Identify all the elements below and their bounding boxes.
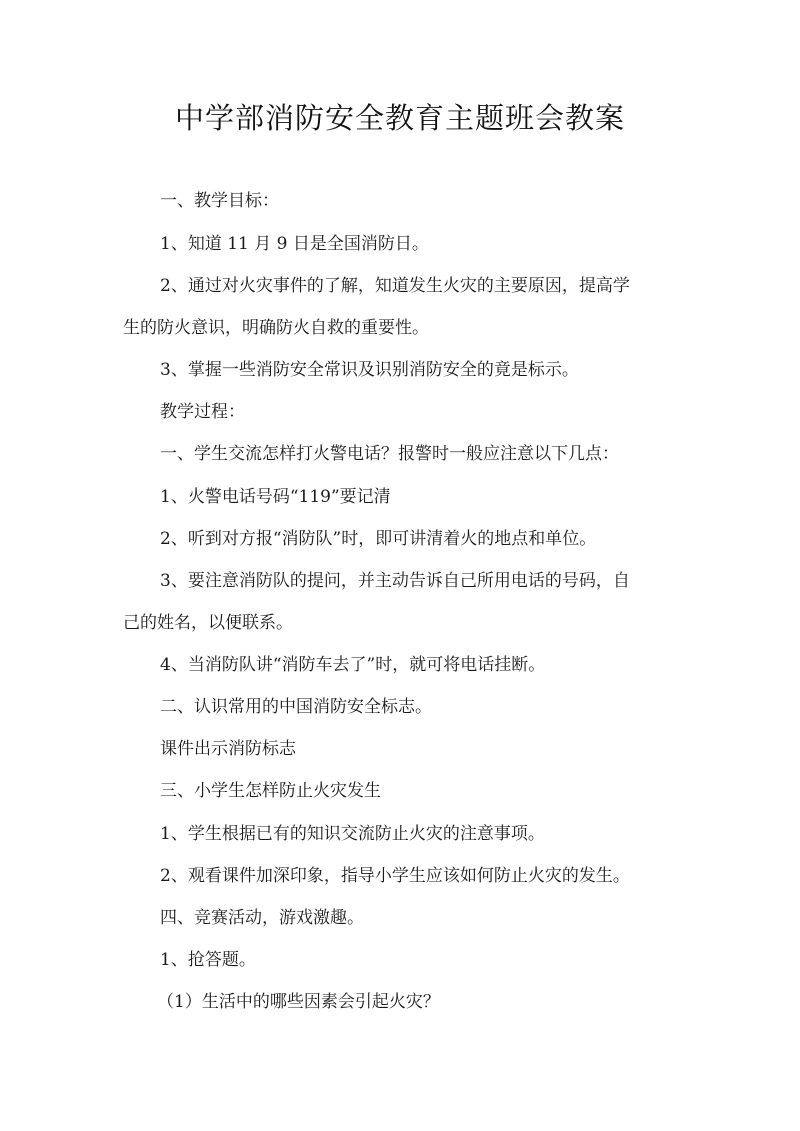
section-heading-objectives: 一、教学目标：	[160, 191, 279, 211]
paragraph-line: 1、知道 11 月 9 日是全国消防日。	[160, 234, 429, 254]
paragraph-line: 4、当消防队讲“消防车去了”时，就可将电话挂断。	[160, 655, 546, 675]
paragraph-line: 三、小学生怎样防止火灾发生	[160, 781, 381, 801]
paragraph-line: 2、听到对方报“消防队”时，即可讲清着火的地点和单位。	[160, 529, 597, 549]
paragraph-line: 二、认识常用的中国消防安全标志。	[160, 697, 432, 717]
paragraph-line: 己的姓名，以便联系。	[123, 613, 293, 633]
section-heading-process: 教学过程：	[160, 402, 245, 422]
paragraph-line: 2、通过对火灾事件的了解，知道发生火灾的主要原因，提高学	[160, 276, 630, 296]
paragraph-line: （1）生活中的哪些因素会引起火灾？	[157, 992, 440, 1012]
paragraph-line: 课件出示消防标志	[160, 739, 296, 759]
paragraph-line: 3、要注意消防队的提问，并主动告诉自己所用电话的号码，自	[160, 571, 630, 591]
paragraph-line: 1、学生根据已有的知识交流防止火灾的注意事项。	[160, 824, 545, 844]
paragraph-line: 1、火警电话号码“119”要记清	[160, 487, 391, 507]
paragraph-line: 3、掌握一些消防安全常识及识别消防安全的竟是标示。	[160, 360, 579, 380]
paragraph-line: 1、抢答题。	[160, 950, 256, 970]
page-title: 中学部消防安全教育主题班会教案	[174, 101, 625, 135]
paragraph-line: 生的防火意识，明确防火自救的重要性。	[123, 318, 429, 338]
paragraph-line: 一、学生交流怎样打火警电话？报警时一般应注意以下几点：	[160, 444, 619, 464]
paragraph-line: 2、观看课件加深印象，指导小学生应该如何防止火灾的发生。	[160, 866, 630, 886]
paragraph-line: 四、竞赛活动，游戏激趣。	[160, 908, 364, 928]
